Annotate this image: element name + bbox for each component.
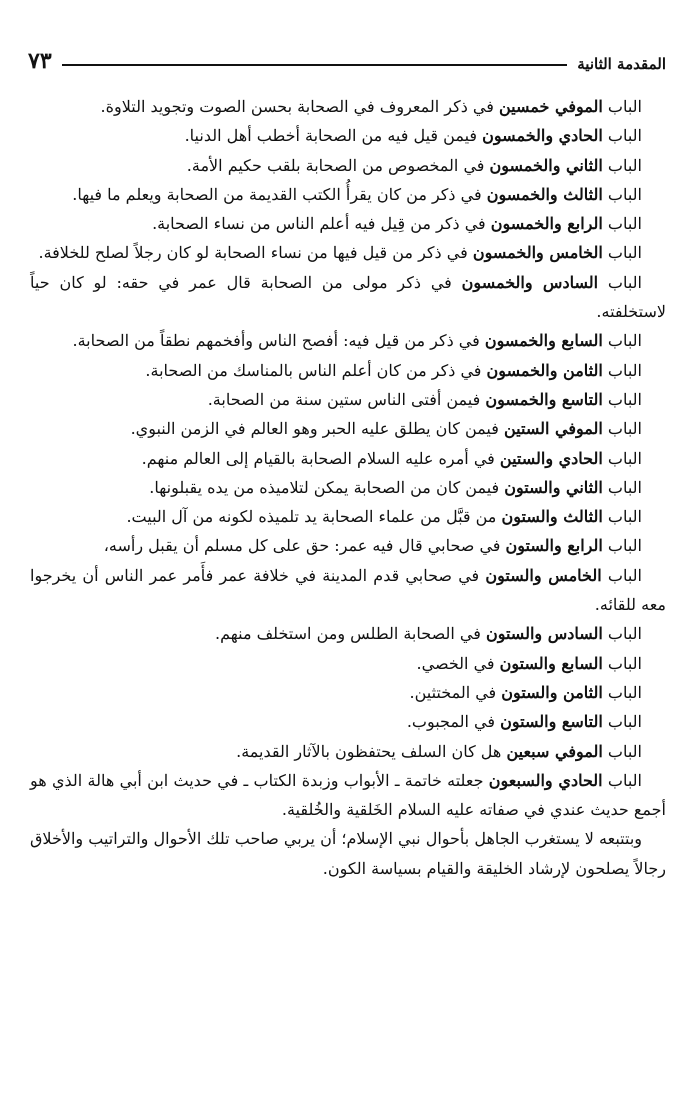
chapter-ordinal: الثامن والستون [501, 682, 603, 702]
chapter-ordinal: السابع والخمسون [484, 331, 603, 351]
entry-text: في المختثين. [409, 682, 497, 702]
chapter-ordinal: الثاني والستون [504, 477, 603, 497]
entry-lead: الباب [607, 126, 642, 146]
running-title: المقدمة الثانية [577, 55, 666, 73]
entry-lead: الباب [607, 477, 642, 497]
entry-text: في ذكر المعروف في الصحابة بحسن الصوت وتجويد التلاوة. [100, 97, 494, 116]
entry-lead: الباب [607, 419, 642, 439]
chapter-ordinal: الحادي والسبعون [488, 770, 603, 790]
entry-lead: الباب [607, 741, 642, 761]
chapter-entry [30, 92, 666, 121]
entry-lead: الباب [607, 507, 642, 527]
entry-text: فيمن كان من الصحابة يمكن لتلاميذه من يده يقبلونها. [149, 477, 500, 497]
chapter-entry [30, 356, 666, 385]
entry-lead: الباب [607, 653, 642, 673]
chapter-ordinal: السابع والستون [499, 653, 603, 673]
chapter-entry [30, 678, 666, 707]
entry-lead: الباب [607, 272, 642, 292]
chapter-list [30, 92, 666, 883]
entry-text: في صحابي قال فيه عمر: حق على كل مسلم أن يقبل رأسه، [103, 536, 501, 556]
chapter-entry [30, 766, 666, 825]
chapter-ordinal: الثالث والستون [501, 507, 603, 527]
entry-lead: الباب [607, 389, 642, 409]
chapter-entry [30, 121, 666, 150]
chapter-ordinal: التاسع والخمسون [485, 389, 603, 409]
entry-lead: الباب [607, 214, 642, 234]
entry-lead: الباب [607, 448, 642, 468]
entry-text: فيمن كان يطلق عليه الحبر وهو العالم في الزمن النبوي. [130, 419, 499, 439]
chapter-entry [30, 385, 666, 414]
chapter-entry [30, 531, 666, 560]
chapter-entry [30, 649, 666, 678]
chapter-ordinal: الموفي سبعين [506, 741, 603, 761]
chapter-ordinal: التاسع والستون [500, 712, 603, 732]
page-number: ٧٣ [28, 48, 52, 74]
entry-text: هل كان السلف يحتفظون بالآثار القديمة. [236, 741, 502, 761]
chapter-entry [30, 268, 666, 327]
entry-lead: الباب [607, 712, 642, 732]
chapter-ordinal: الموفي الستين [503, 419, 603, 439]
page-header [28, 40, 666, 72]
header-rule [62, 64, 568, 66]
entry-text: فيمن قيل فيه من الصحابة أخطب أهل الدنيا. [184, 126, 478, 146]
chapter-entry [30, 707, 666, 736]
chapter-entry [30, 619, 666, 648]
chapter-entry [30, 326, 666, 355]
entry-text: في المجبوب. [406, 712, 496, 732]
entry-text: في ذكر من كان أعلم الناس بالمناسك من الصحابة. [145, 360, 482, 380]
chapter-entry [30, 473, 666, 502]
entry-lead: الباب [607, 243, 642, 263]
chapter-entry [30, 444, 666, 473]
chapter-ordinal: السادس والستون [485, 624, 603, 644]
entry-lead: الباب [607, 331, 642, 351]
chapter-entry [30, 737, 666, 766]
chapter-entry [30, 824, 666, 883]
chapter-ordinal: الثامن والخمسون [486, 360, 603, 380]
chapter-ordinal: الثاني والخمسون [489, 155, 603, 175]
entry-lead: الباب [607, 184, 642, 204]
chapter-ordinal: الثالث والخمسون [486, 184, 603, 204]
entry-lead: الباب [607, 565, 642, 585]
entry-text: في ذكر من كان يقرأُ الكتب القديمة من الصحابة ويعلم ما فيها. [72, 184, 482, 204]
entry-lead: الباب [607, 97, 642, 116]
entry-text: في ذكر مولى من الصحابة قال عمر في حقه: لو كان حياً لاستخلفته. [30, 272, 666, 322]
chapter-entry [30, 414, 666, 443]
entry-lead: الباب [607, 624, 642, 644]
chapter-ordinal: الموفي خمسين [499, 97, 603, 116]
entry-text: في الخصي. [416, 653, 495, 673]
entry-lead: الباب [607, 536, 642, 556]
entry-text: من قبَّل من علماء الصحابة يد تلميذه لكونه من آل البيت. [126, 507, 497, 527]
chapter-ordinal: الرابع والستون [505, 536, 603, 556]
entry-lead: الباب [607, 682, 642, 702]
chapter-ordinal: الرابع والخمسون [490, 214, 603, 234]
entry-lead: الباب [607, 360, 642, 380]
chapter-entry [30, 238, 666, 267]
chapter-entry [30, 180, 666, 209]
entry-text: في المخصوص من الصحابة بلقب حكيم الأمة. [186, 155, 485, 175]
entry-text: في الصحابة الطلس ومن استخلف منهم. [215, 624, 481, 644]
chapter-entry [30, 502, 666, 531]
entry-text: في ذكر من قِيل فيه أعلم الناس من نساء الصحابة. [152, 214, 486, 234]
entry-text: وبتتبعه لا يستغرب الجاهل بأحوال نبي الإسلام؛ أن يربي صاحب تلك الأحوال والتراتيب والأخلاق رجالاً يصلحون لإرشاد الخليقة والقيام بسياسة الكون. [30, 829, 666, 878]
chapter-ordinal: السادس والخمسون [461, 272, 599, 292]
chapter-ordinal: الخامس والخمسون [472, 243, 603, 263]
entry-lead: الباب [607, 155, 642, 175]
chapter-ordinal: الحادي والستين [499, 448, 603, 468]
entry-text: جعلته خاتمة ـ الأبواب وزبدة الكتاب ـ في حديث ابن أبي هالة الذي هو أجمع حديث عندي في صفاته عليه السلام الخَلقية والخُلقية. [30, 770, 666, 820]
chapter-ordinal: الحادي والخمسون [482, 126, 603, 146]
chapter-entry [30, 209, 666, 238]
entry-text: في ذكر من قيل فيه: أفصح الناس وأفخمهم نطقاً من الصحابة. [72, 331, 480, 351]
entry-lead: الباب [607, 770, 642, 790]
chapter-entry [30, 561, 666, 620]
chapter-entry [30, 151, 666, 180]
chapter-ordinal: الخامس والستون [485, 565, 602, 585]
entry-text: فيمن أفتى الناس ستين سنة من الصحابة. [207, 389, 481, 409]
entry-text: في صحابي قدم المدينة في خلافة عمر فأَمر عمر الناس أن يخرجوا معه للقائه. [30, 565, 666, 615]
entry-text: في ذكر من قيل فيها من نساء الصحابة لو كان رجلاً لصلح للخلافة. [38, 243, 468, 263]
entry-text: في أمره عليه السلام الصحابة بالقيام إلى العالم منهم. [141, 448, 495, 468]
